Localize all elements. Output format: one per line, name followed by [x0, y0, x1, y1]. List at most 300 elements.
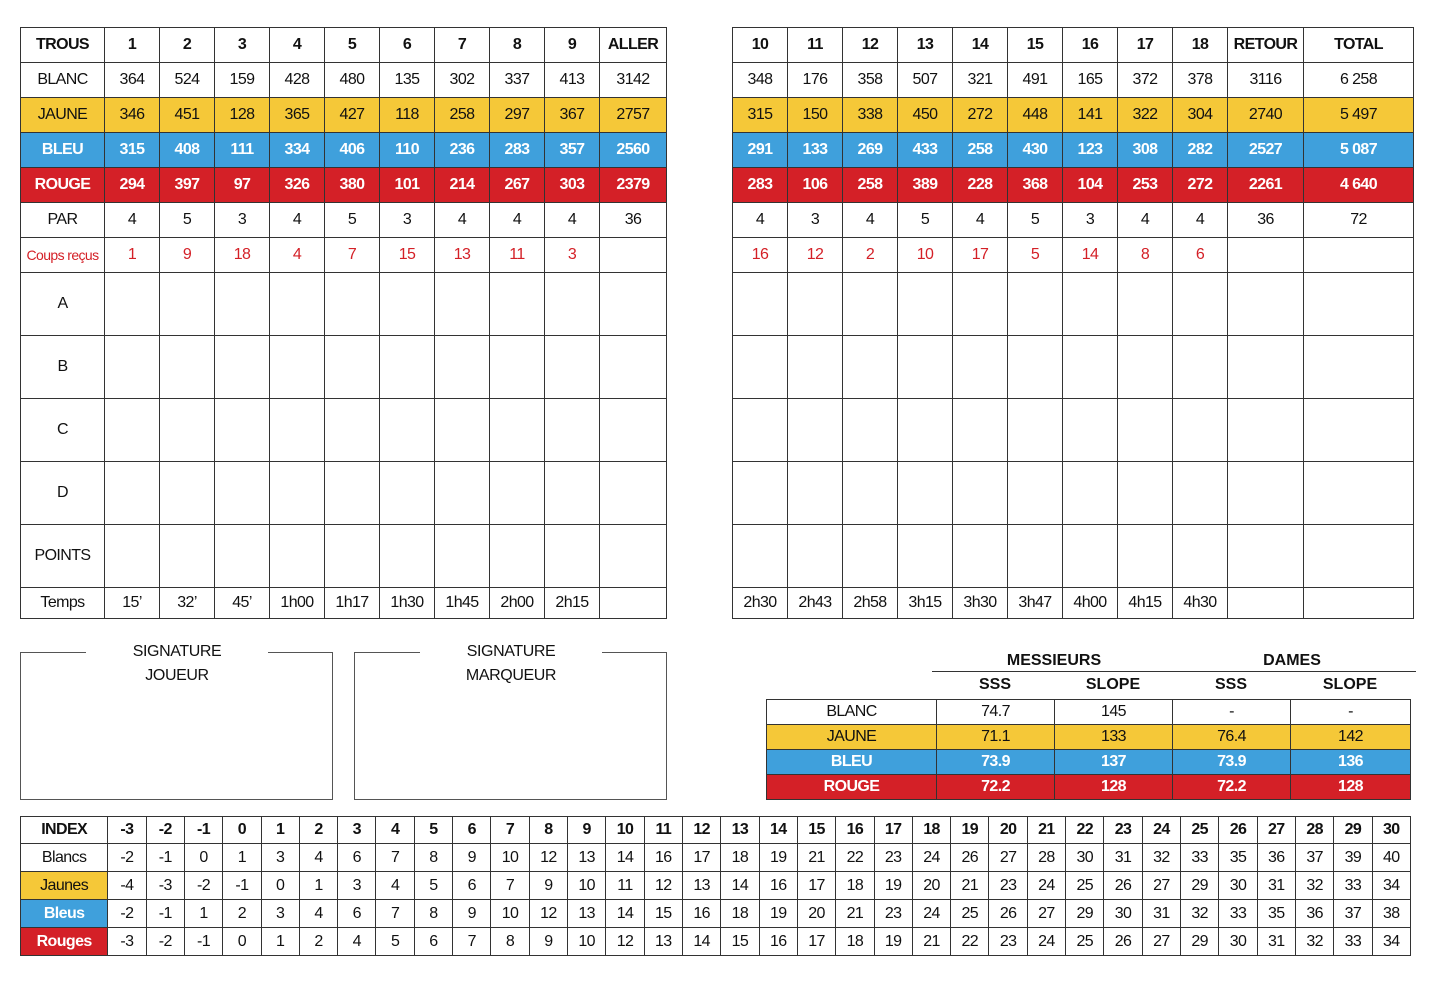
- slope-cell: 133: [1055, 725, 1173, 750]
- table-cell: 304: [1173, 98, 1228, 133]
- index-header-cell: 1: [261, 817, 299, 844]
- index-cell: 31: [1257, 928, 1295, 956]
- score-cell[interactable]: [325, 273, 380, 336]
- index-cell: 26: [1104, 928, 1142, 956]
- table-cell: 3: [1063, 203, 1118, 238]
- score-cell[interactable]: [843, 273, 898, 336]
- table-cell: 3116: [1228, 63, 1304, 98]
- index-cell: 20: [912, 872, 950, 900]
- score-cell[interactable]: [105, 399, 160, 462]
- score-cell[interactable]: [325, 525, 380, 588]
- score-cell[interactable]: [733, 525, 788, 588]
- score-cell[interactable]: [105, 336, 160, 399]
- score-cell[interactable]: [1304, 525, 1414, 588]
- score-cell[interactable]: [490, 399, 545, 462]
- back-row-0: [733, 63, 1414, 98]
- table-cell: 267: [490, 168, 545, 203]
- table-cell: 427: [325, 98, 380, 133]
- table-cell: 272: [953, 98, 1008, 133]
- score-cell[interactable]: [600, 462, 667, 525]
- index-cell: 9: [453, 844, 491, 872]
- index-cell: 29: [1181, 872, 1219, 900]
- score-cell[interactable]: [953, 273, 1008, 336]
- score-cell[interactable]: [435, 462, 490, 525]
- score-cell[interactable]: [1118, 399, 1173, 462]
- score-cell[interactable]: [545, 273, 600, 336]
- index-cell: 31: [1257, 872, 1295, 900]
- table-cell: 380: [325, 168, 380, 203]
- front-header-cell: 1: [105, 28, 160, 63]
- front-row-a: [21, 273, 667, 336]
- score-cell[interactable]: [843, 525, 898, 588]
- index-cell: 0: [261, 872, 299, 900]
- index-header-cell: 12: [682, 817, 720, 844]
- index-cell: 4: [299, 900, 337, 928]
- index-cell: 38: [1372, 900, 1410, 928]
- score-cell[interactable]: [600, 336, 667, 399]
- score-cell[interactable]: [380, 273, 435, 336]
- table-cell: 294: [105, 168, 160, 203]
- table-cell: 159: [215, 63, 270, 98]
- score-cell[interactable]: [788, 399, 843, 462]
- table-cell: 135: [380, 63, 435, 98]
- score-cell[interactable]: [843, 336, 898, 399]
- index-header-cell: 6: [453, 817, 491, 844]
- score-cell[interactable]: [1118, 525, 1173, 588]
- index-cell: 7: [376, 844, 414, 872]
- table-cell: 106: [788, 168, 843, 203]
- score-cell[interactable]: [953, 525, 1008, 588]
- table-cell: 4: [843, 203, 898, 238]
- index-cell: 33: [1334, 872, 1372, 900]
- slope-header-rule: [932, 671, 1416, 672]
- score-cell[interactable]: [1063, 336, 1118, 399]
- index-header-cell: 16: [836, 817, 874, 844]
- table-cell: 258: [953, 133, 1008, 168]
- back-header-cell: 16: [1063, 28, 1118, 63]
- index-row-jaunes: [21, 872, 1411, 900]
- score-cell[interactable]: [1118, 336, 1173, 399]
- slope-cell: 142: [1291, 725, 1411, 750]
- front-row-par: [21, 203, 667, 238]
- score-cell[interactable]: [1304, 336, 1414, 399]
- index-cell: 37: [1295, 844, 1333, 872]
- table-cell: 258: [843, 168, 898, 203]
- table-cell: [600, 588, 667, 619]
- index-cell: 4: [376, 872, 414, 900]
- index-cell: 28: [1027, 844, 1065, 872]
- score-cell[interactable]: [105, 462, 160, 525]
- index-cell: -3: [146, 872, 184, 900]
- back-row-10: [733, 525, 1414, 588]
- table-cell: 4: [545, 203, 600, 238]
- table-cell: 322: [1118, 98, 1173, 133]
- index-header-cell: 7: [491, 817, 529, 844]
- index-header-cell: 0: [223, 817, 261, 844]
- index-cell: 18: [836, 872, 874, 900]
- index-cell: 32: [1295, 928, 1333, 956]
- back-row-9: [733, 462, 1414, 525]
- score-cell[interactable]: [105, 273, 160, 336]
- index-cell: 1: [261, 928, 299, 956]
- score-cell[interactable]: [1304, 399, 1414, 462]
- score-cell[interactable]: [325, 399, 380, 462]
- index-cell: 14: [606, 900, 644, 928]
- table-cell: 4h00: [1063, 588, 1118, 619]
- index-header-cell: 27: [1257, 817, 1295, 844]
- score-cell[interactable]: [1173, 273, 1228, 336]
- index-cell: 30: [1219, 928, 1257, 956]
- score-cell[interactable]: [600, 273, 667, 336]
- index-cell: 10: [491, 844, 529, 872]
- slope-row-jaune: [767, 725, 1411, 750]
- table-cell: 428: [270, 63, 325, 98]
- index-cell: 19: [874, 928, 912, 956]
- index-cell: 39: [1334, 844, 1372, 872]
- table-cell: 1h00: [270, 588, 325, 619]
- score-cell[interactable]: [898, 462, 953, 525]
- front-row-c: [21, 399, 667, 462]
- score-cell[interactable]: [160, 525, 215, 588]
- slope-row-blanc: [767, 700, 1411, 725]
- index-header-cell: 10: [606, 817, 644, 844]
- score-cell[interactable]: [215, 399, 270, 462]
- table-cell: [1304, 588, 1414, 619]
- score-cell[interactable]: [1173, 525, 1228, 588]
- index-header-cell: 30: [1372, 817, 1410, 844]
- row-label: BLEU: [21, 133, 105, 168]
- index-cell: 12: [644, 872, 682, 900]
- index-header-cell: -3: [108, 817, 146, 844]
- back-header-cell: 17: [1118, 28, 1173, 63]
- table-cell: 3: [215, 203, 270, 238]
- table-cell: 302: [435, 63, 490, 98]
- table-cell: 4: [733, 203, 788, 238]
- index-cell: -3: [108, 928, 146, 956]
- index-cell: 9: [529, 928, 567, 956]
- score-cell[interactable]: [600, 399, 667, 462]
- index-header-cell: INDEX: [21, 817, 108, 844]
- score-cell[interactable]: [953, 336, 1008, 399]
- index-cell: 30: [1104, 900, 1142, 928]
- index-cell: 9: [453, 900, 491, 928]
- table-cell: 110: [380, 133, 435, 168]
- table-cell: 36: [600, 203, 667, 238]
- index-cell: 4: [299, 844, 337, 872]
- score-cell[interactable]: [1008, 273, 1063, 336]
- row-label: C: [21, 399, 105, 462]
- slope-col-sss-d: SSS: [1214, 676, 1247, 693]
- score-cell[interactable]: [380, 336, 435, 399]
- index-header-cell: 24: [1142, 817, 1180, 844]
- score-cell[interactable]: [953, 462, 1008, 525]
- slope-body: [767, 700, 1411, 800]
- table-cell: 1: [105, 238, 160, 273]
- index-cell: 0: [223, 928, 261, 956]
- slope-cell: 136: [1291, 750, 1411, 775]
- table-cell: 228: [953, 168, 1008, 203]
- slope-cell: 74.7: [937, 700, 1055, 725]
- index-cell: 27: [1027, 900, 1065, 928]
- table-cell: 111: [215, 133, 270, 168]
- score-cell[interactable]: [160, 273, 215, 336]
- score-cell[interactable]: [545, 399, 600, 462]
- index-cell: 24: [912, 844, 950, 872]
- front-header-cell: 5: [325, 28, 380, 63]
- score-cell[interactable]: [325, 336, 380, 399]
- index-cell: 35: [1219, 844, 1257, 872]
- score-cell[interactable]: [215, 462, 270, 525]
- row-label: ROUGE: [21, 168, 105, 203]
- score-cell[interactable]: [215, 273, 270, 336]
- index-cell: 8: [491, 928, 529, 956]
- index-cell: 18: [836, 928, 874, 956]
- slope-cell: 73.9: [937, 750, 1055, 775]
- back-row-1: [733, 98, 1414, 133]
- index-header-cell: 8: [529, 817, 567, 844]
- table-cell: 128: [215, 98, 270, 133]
- table-cell: 397: [160, 168, 215, 203]
- score-cell[interactable]: [105, 525, 160, 588]
- index-cell: 3: [338, 872, 376, 900]
- slope-row-label: BLEU: [767, 750, 937, 775]
- score-cell[interactable]: [898, 273, 953, 336]
- table-cell: 2261: [1228, 168, 1304, 203]
- index-cell: 18: [721, 844, 759, 872]
- index-cell: 17: [797, 872, 835, 900]
- table-cell: 303: [545, 168, 600, 203]
- row-label: BLANC: [21, 63, 105, 98]
- slope-cell: 72.2: [1173, 775, 1291, 800]
- back-header-cell: 14: [953, 28, 1008, 63]
- index-cell: 32: [1295, 872, 1333, 900]
- score-cell[interactable]: [380, 525, 435, 588]
- score-cell[interactable]: [788, 462, 843, 525]
- score-cell[interactable]: [788, 273, 843, 336]
- table-cell: 3h47: [1008, 588, 1063, 619]
- score-cell[interactable]: [490, 273, 545, 336]
- index-cell: 17: [797, 928, 835, 956]
- index-cell: 32: [1142, 844, 1180, 872]
- back-header-cell: 11: [788, 28, 843, 63]
- index-header-cell: 23: [1104, 817, 1142, 844]
- score-cell[interactable]: [1304, 462, 1414, 525]
- index-cell: 35: [1257, 900, 1295, 928]
- index-cell: 27: [1142, 872, 1180, 900]
- index-cell: 5: [376, 928, 414, 956]
- score-cell[interactable]: [788, 336, 843, 399]
- index-cell: 21: [797, 844, 835, 872]
- score-cell[interactable]: [1063, 525, 1118, 588]
- score-cell[interactable]: [1008, 399, 1063, 462]
- score-cell[interactable]: [215, 336, 270, 399]
- table-cell: 17: [953, 238, 1008, 273]
- index-cell: 24: [912, 900, 950, 928]
- score-cell[interactable]: [490, 462, 545, 525]
- table-cell: 6: [1173, 238, 1228, 273]
- score-cell[interactable]: [1063, 462, 1118, 525]
- score-cell[interactable]: [788, 525, 843, 588]
- index-row-rouges: [21, 928, 1411, 956]
- table-cell: 14: [1063, 238, 1118, 273]
- slope-col-slope-m: SLOPE: [1085, 676, 1141, 693]
- table-cell: 367: [545, 98, 600, 133]
- score-cell[interactable]: [435, 525, 490, 588]
- index-cell: 31: [1104, 844, 1142, 872]
- index-header-cell: 18: [912, 817, 950, 844]
- index-cell: -4: [108, 872, 146, 900]
- score-cell[interactable]: [898, 525, 953, 588]
- table-cell: [1304, 238, 1414, 273]
- score-cell[interactable]: [270, 462, 325, 525]
- back-header-cell: 10: [733, 28, 788, 63]
- score-cell[interactable]: [1228, 336, 1304, 399]
- table-cell: 5 087: [1304, 133, 1414, 168]
- table-cell: 5: [325, 203, 380, 238]
- score-cell[interactable]: [600, 525, 667, 588]
- score-cell[interactable]: [733, 336, 788, 399]
- table-cell: 4: [105, 203, 160, 238]
- front-row-bleu: [21, 133, 667, 168]
- table-cell: 346: [105, 98, 160, 133]
- score-cell[interactable]: [733, 273, 788, 336]
- back-header-cell: RETOUR: [1228, 28, 1304, 63]
- score-cell[interactable]: [1118, 273, 1173, 336]
- score-cell[interactable]: [160, 399, 215, 462]
- row-label: Coups reçus: [21, 238, 105, 273]
- score-cell[interactable]: [1008, 525, 1063, 588]
- front-row-temps: [21, 588, 667, 619]
- score-cell[interactable]: [325, 462, 380, 525]
- front-nine-table: [20, 27, 667, 619]
- score-cell[interactable]: [380, 462, 435, 525]
- index-cell: 33: [1334, 928, 1372, 956]
- table-cell: 338: [843, 98, 898, 133]
- index-cell: 16: [759, 872, 797, 900]
- table-cell: 104: [1063, 168, 1118, 203]
- index-cell: 40: [1372, 844, 1410, 872]
- score-cell[interactable]: [733, 462, 788, 525]
- score-cell[interactable]: [898, 399, 953, 462]
- back-row-8: [733, 399, 1414, 462]
- score-cell[interactable]: [1228, 462, 1304, 525]
- score-cell[interactable]: [215, 525, 270, 588]
- index-table: [20, 816, 1411, 956]
- index-cell: 15: [644, 900, 682, 928]
- score-cell[interactable]: [1173, 462, 1228, 525]
- score-cell[interactable]: [380, 399, 435, 462]
- score-cell[interactable]: [435, 336, 490, 399]
- table-cell: 2h00: [490, 588, 545, 619]
- slope-cell: 72.2: [937, 775, 1055, 800]
- score-cell[interactable]: [435, 399, 490, 462]
- table-cell: 334: [270, 133, 325, 168]
- index-cell: 17: [682, 844, 720, 872]
- score-cell[interactable]: [545, 462, 600, 525]
- row-label: POINTS: [21, 525, 105, 588]
- back-nine-table: [732, 27, 1414, 619]
- index-cell: 16: [759, 928, 797, 956]
- score-cell[interactable]: [1228, 273, 1304, 336]
- score-cell[interactable]: [1063, 399, 1118, 462]
- table-cell: 389: [898, 168, 953, 203]
- table-cell: 11: [490, 238, 545, 273]
- front-header-row: [21, 28, 667, 63]
- score-cell[interactable]: [270, 273, 325, 336]
- back-header-cell: TOTAL: [1304, 28, 1414, 63]
- index-cell: 8: [414, 844, 452, 872]
- score-cell[interactable]: [1228, 399, 1304, 462]
- score-cell[interactable]: [270, 399, 325, 462]
- table-cell: 4: [1118, 203, 1173, 238]
- index-header-cell: 19: [951, 817, 989, 844]
- table-cell: 1h17: [325, 588, 380, 619]
- score-cell[interactable]: [843, 399, 898, 462]
- index-header-cell: 22: [1066, 817, 1104, 844]
- score-cell[interactable]: [1173, 336, 1228, 399]
- index-cell: 2: [299, 928, 337, 956]
- index-cell: -1: [223, 872, 261, 900]
- index-cell: 19: [759, 900, 797, 928]
- score-cell[interactable]: [898, 336, 953, 399]
- index-cell: 0: [184, 844, 222, 872]
- back-row-6: [733, 273, 1414, 336]
- score-cell[interactable]: [160, 462, 215, 525]
- table-cell: 408: [160, 133, 215, 168]
- table-cell: 321: [953, 63, 1008, 98]
- table-cell: 12: [788, 238, 843, 273]
- index-cell: 4: [338, 928, 376, 956]
- score-cell[interactable]: [1173, 399, 1228, 462]
- score-cell[interactable]: [1118, 462, 1173, 525]
- row-label: A: [21, 273, 105, 336]
- table-cell: 9: [160, 238, 215, 273]
- score-cell[interactable]: [953, 399, 1008, 462]
- signature-joueur-title: SIGNATURE JOUEUR: [86, 640, 268, 688]
- table-cell: 4: [1173, 203, 1228, 238]
- index-cell: 33: [1219, 900, 1257, 928]
- front-row-points: [21, 525, 667, 588]
- score-cell[interactable]: [1228, 525, 1304, 588]
- score-cell[interactable]: [733, 399, 788, 462]
- score-cell[interactable]: [1008, 336, 1063, 399]
- index-cell: 12: [529, 900, 567, 928]
- back-row-5: [733, 238, 1414, 273]
- table-cell: 97: [215, 168, 270, 203]
- index-cell: 6: [338, 900, 376, 928]
- index-cell: -1: [146, 900, 184, 928]
- table-cell: 3: [545, 238, 600, 273]
- table-cell: 7: [325, 238, 380, 273]
- score-cell[interactable]: [270, 525, 325, 588]
- score-cell[interactable]: [490, 525, 545, 588]
- index-header-cell: 21: [1027, 817, 1065, 844]
- score-cell[interactable]: [545, 336, 600, 399]
- score-cell[interactable]: [545, 525, 600, 588]
- score-cell[interactable]: [843, 462, 898, 525]
- score-cell[interactable]: [1063, 273, 1118, 336]
- score-cell[interactable]: [160, 336, 215, 399]
- index-header-cell: 29: [1334, 817, 1372, 844]
- score-cell[interactable]: [490, 336, 545, 399]
- index-header-cell: 25: [1181, 817, 1219, 844]
- score-cell[interactable]: [270, 336, 325, 399]
- score-cell[interactable]: [1304, 273, 1414, 336]
- table-cell: 315: [105, 133, 160, 168]
- score-cell[interactable]: [435, 273, 490, 336]
- score-cell[interactable]: [1008, 462, 1063, 525]
- index-cell: 26: [1104, 872, 1142, 900]
